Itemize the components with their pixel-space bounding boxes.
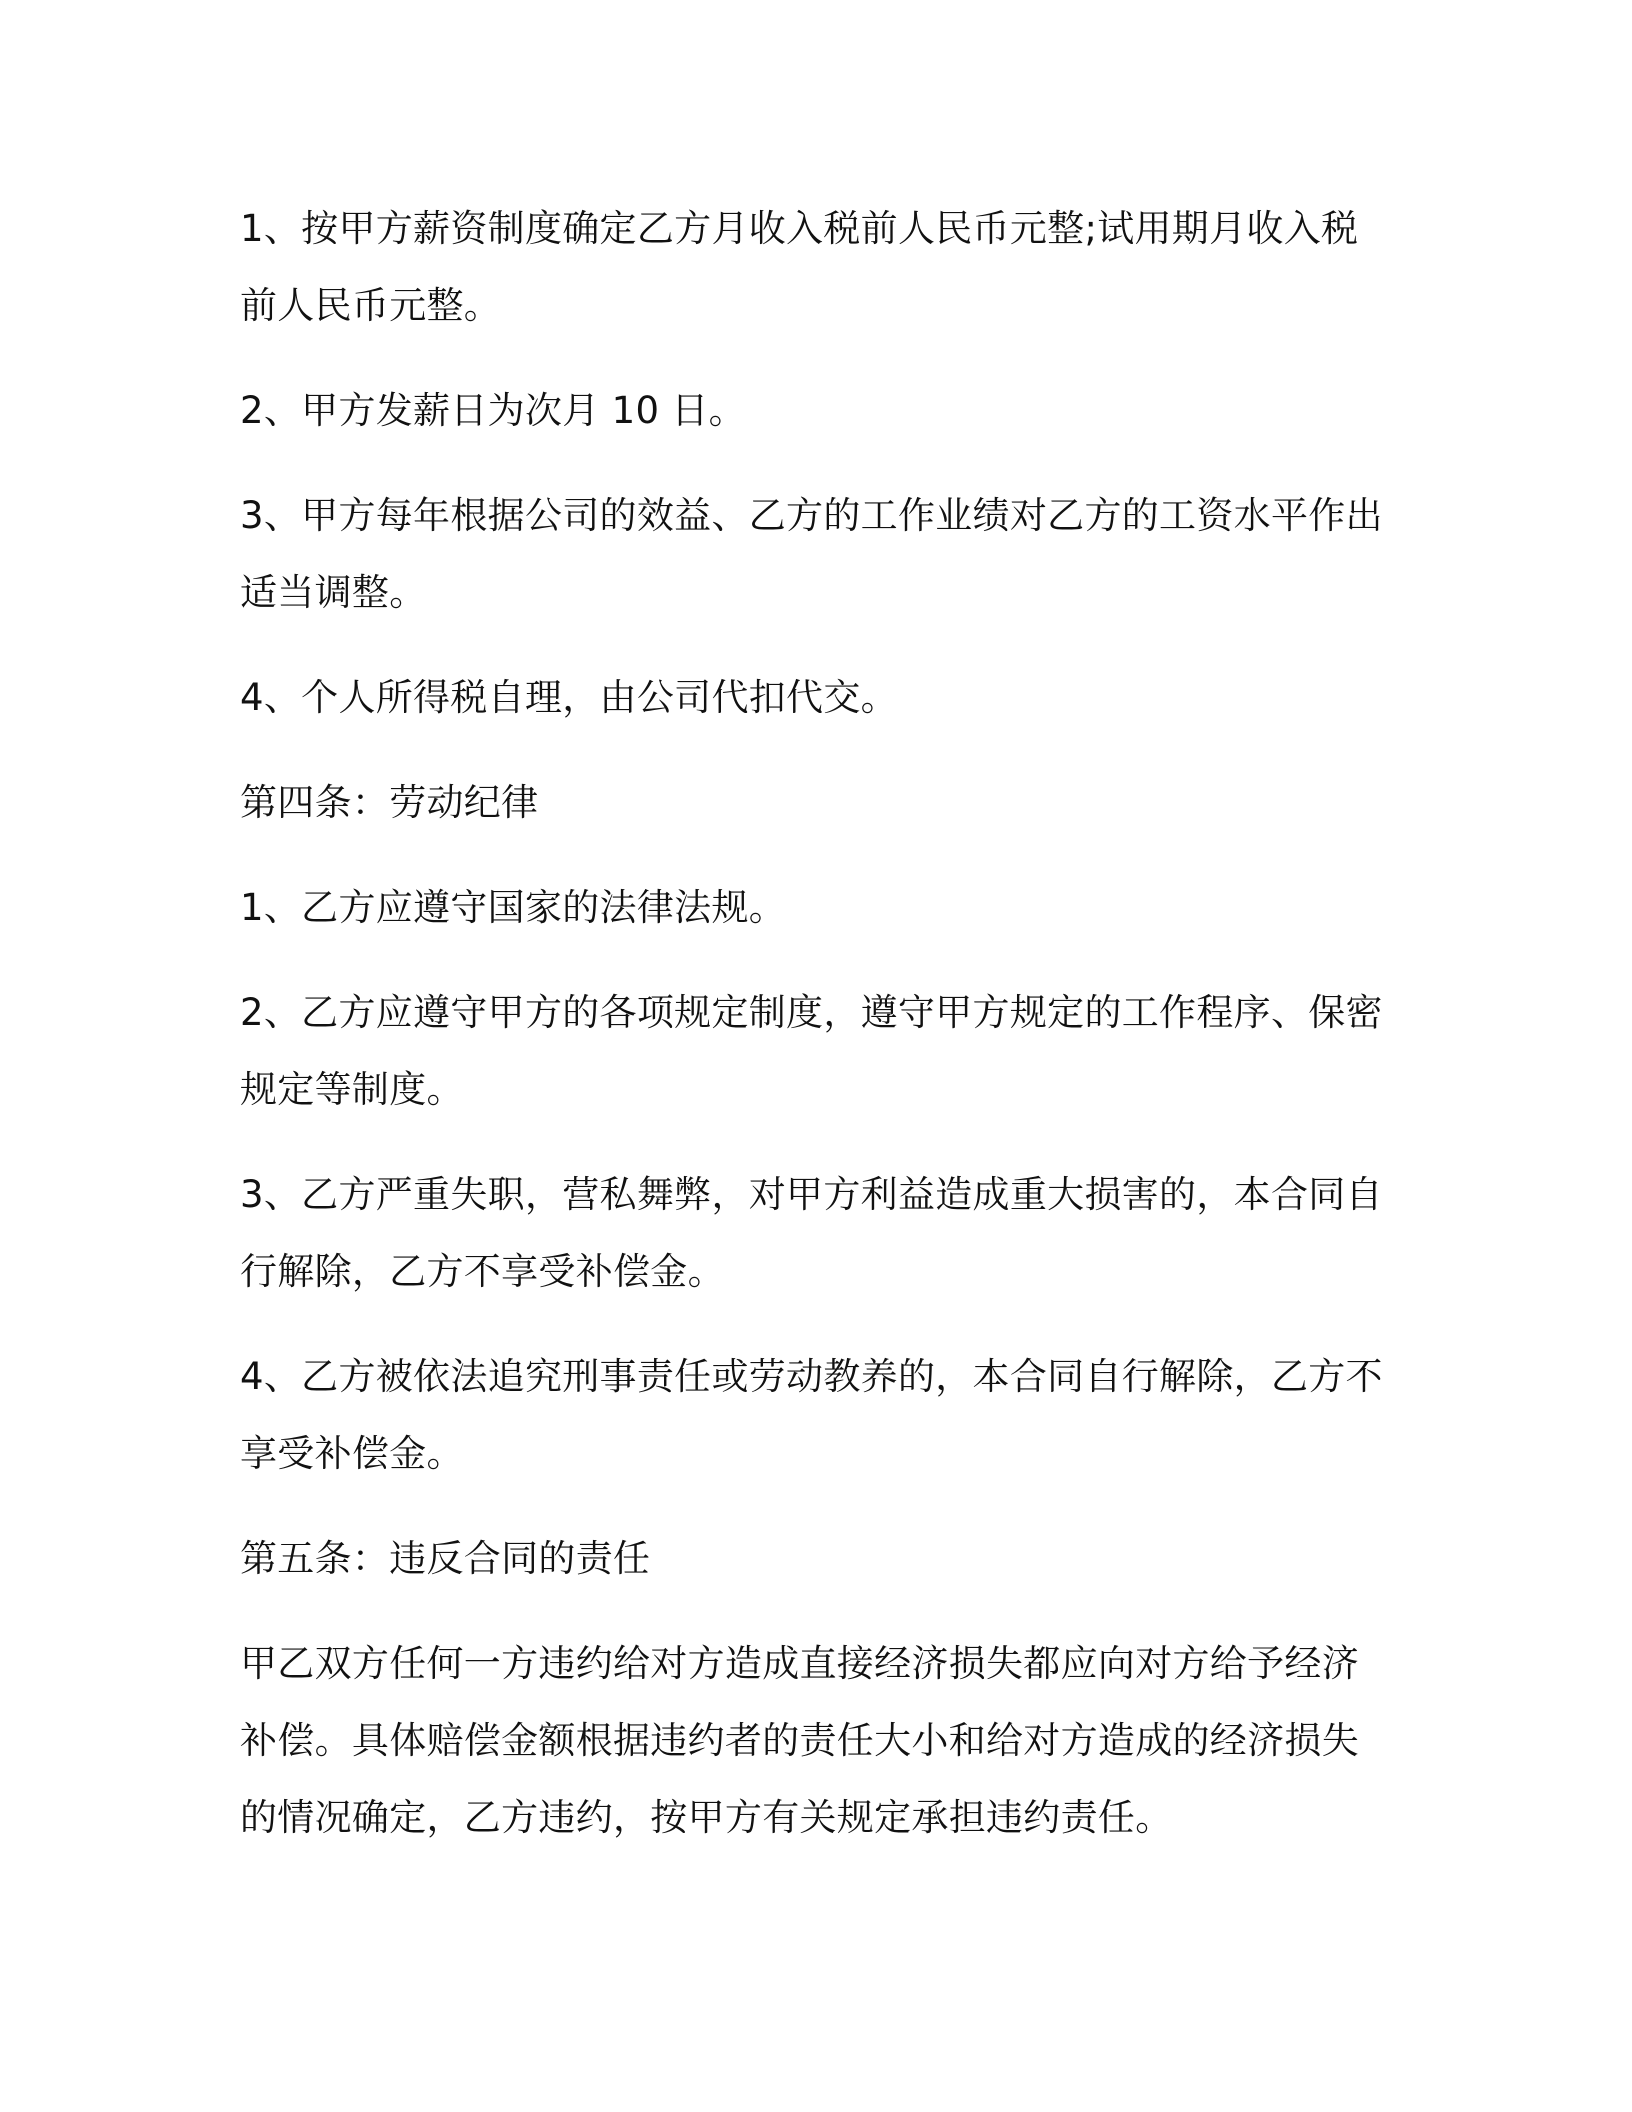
- discipline-clause-4: 4、乙方被依法追究刑事责任或劳动教养的，本合同自行解除，乙方不享受补偿金。: [240, 1355, 1383, 1475]
- discipline-clause-2: 2、乙方应遵守甲方的各项规定制度，遵守甲方规定的工作程序、保密规定等制度。: [240, 991, 1383, 1111]
- salary-clause-1: 1、按甲方薪资制度确定乙方月收入税前人民币元整;试用期月收入税前人民币元整。: [240, 207, 1359, 327]
- section-heading-article-4: 第四条：劳动纪律: [240, 781, 539, 824]
- document-page: [240, 190, 1390, 1856]
- breach-liability-paragraph: 甲乙双方任何一方违约给对方造成直接经济损失都应向对方给予经济补偿。具体赔偿金额根据违约者的责任大小和给对方造成的经济损失的情况确定，乙方违约，按甲方有关规定承担违约责任。: [240, 1642, 1359, 1839]
- salary-clause-4: 4、个人所得税自理，由公司代扣代交。: [240, 676, 898, 719]
- salary-clause-3: 3、甲方每年根据公司的效益、乙方的工作业绩对乙方的工资水平作出适当调整。: [240, 494, 1383, 614]
- section-heading-article-5: 第五条：违反合同的责任: [240, 1537, 651, 1580]
- discipline-clause-3: 3、乙方严重失职，营私舞弊，对甲方利益造成重大损害的，本合同自行解除，乙方不享受补偿金。: [240, 1173, 1383, 1293]
- salary-clause-2: 2、甲方发薪日为次月 10 日。: [240, 389, 746, 432]
- discipline-clause-1: 1、乙方应遵守国家的法律法规。: [240, 886, 787, 929]
